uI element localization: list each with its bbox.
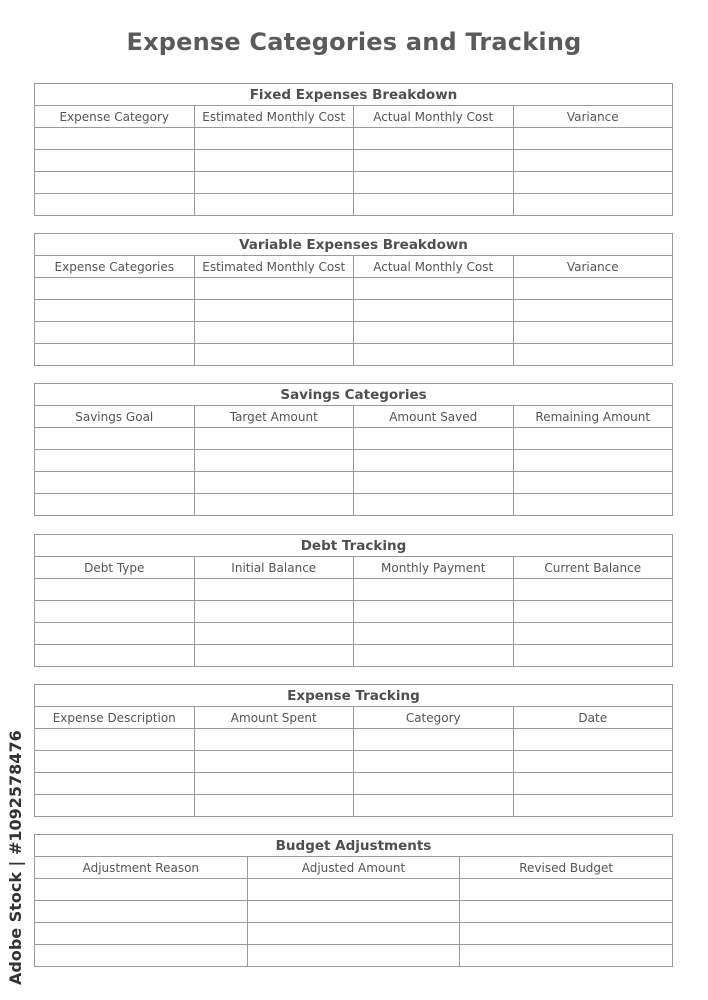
entry-cell[interactable] <box>354 645 514 667</box>
section-table <box>34 383 673 516</box>
section-table <box>34 83 673 216</box>
entry-cell[interactable] <box>247 945 460 967</box>
entry-cell[interactable] <box>513 773 673 795</box>
entry-cell[interactable] <box>513 450 673 472</box>
entry-cell[interactable] <box>194 322 354 344</box>
table-row <box>35 322 673 344</box>
column-header: Date <box>513 707 673 729</box>
entry-cell[interactable] <box>35 645 195 667</box>
entry-cell[interactable] <box>354 751 514 773</box>
table-row <box>35 901 673 923</box>
entry-cell[interactable] <box>35 300 195 322</box>
entry-cell[interactable] <box>194 751 354 773</box>
entry-cell[interactable] <box>513 300 673 322</box>
section-5 <box>34 834 673 967</box>
entry-cell[interactable] <box>194 579 354 601</box>
entry-cell[interactable] <box>194 623 354 645</box>
entry-cell[interactable] <box>194 278 354 300</box>
column-header: Expense Description <box>35 707 195 729</box>
table-row <box>35 428 673 450</box>
entry-cell[interactable] <box>354 150 514 172</box>
section-title: Budget Adjustments <box>35 835 673 857</box>
entry-cell[interactable] <box>35 923 248 945</box>
entry-cell[interactable] <box>513 344 673 366</box>
entry-cell[interactable] <box>354 494 514 516</box>
table-row <box>35 945 673 967</box>
table-row <box>35 623 673 645</box>
column-header: Expense Categories <box>35 256 195 278</box>
table-row <box>35 300 673 322</box>
table-row <box>35 645 673 667</box>
entry-cell[interactable] <box>35 150 195 172</box>
entry-cell[interactable] <box>35 472 195 494</box>
entry-cell[interactable] <box>460 879 673 901</box>
column-header: Estimated Monthly Cost <box>194 106 354 128</box>
column-header: Savings Goal <box>35 406 195 428</box>
section-title: Fixed Expenses Breakdown <box>35 84 673 106</box>
entry-cell[interactable] <box>247 901 460 923</box>
column-header: Initial Balance <box>194 557 354 579</box>
entry-cell[interactable] <box>354 278 514 300</box>
entry-cell[interactable] <box>247 879 460 901</box>
entry-cell[interactable] <box>194 729 354 751</box>
entry-cell[interactable] <box>460 901 673 923</box>
table-row <box>35 278 673 300</box>
entry-cell[interactable] <box>194 472 354 494</box>
entry-cell[interactable] <box>513 128 673 150</box>
entry-cell[interactable] <box>513 494 673 516</box>
column-header: Category <box>354 707 514 729</box>
entry-cell[interactable] <box>194 450 354 472</box>
entry-cell[interactable] <box>35 128 195 150</box>
entry-cell[interactable] <box>460 923 673 945</box>
entry-cell[interactable] <box>513 579 673 601</box>
entry-cell[interactable] <box>194 428 354 450</box>
entry-cell[interactable] <box>35 623 195 645</box>
entry-cell[interactable] <box>35 751 195 773</box>
column-header: Remaining Amount <box>513 406 673 428</box>
entry-cell[interactable] <box>194 194 354 216</box>
column-header: Debt Type <box>35 557 195 579</box>
entry-cell[interactable] <box>354 472 514 494</box>
section-table <box>34 834 673 967</box>
column-header: Amount Spent <box>194 707 354 729</box>
entry-cell[interactable] <box>194 344 354 366</box>
column-header: Variance <box>513 106 673 128</box>
entry-cell[interactable] <box>35 579 195 601</box>
table-row <box>35 472 673 494</box>
entry-cell[interactable] <box>513 428 673 450</box>
entry-cell[interactable] <box>35 945 248 967</box>
entry-cell[interactable] <box>35 172 195 194</box>
entry-cell[interactable] <box>354 128 514 150</box>
entry-cell[interactable] <box>354 773 514 795</box>
entry-cell[interactable] <box>35 795 195 817</box>
entry-cell[interactable] <box>354 623 514 645</box>
entry-cell[interactable] <box>354 172 514 194</box>
entry-cell[interactable] <box>35 344 195 366</box>
entry-cell[interactable] <box>354 322 514 344</box>
entry-cell[interactable] <box>194 601 354 623</box>
entry-cell[interactable] <box>354 428 514 450</box>
table-row <box>35 795 673 817</box>
entry-cell[interactable] <box>194 150 354 172</box>
column-header: Amount Saved <box>354 406 514 428</box>
page-title: Expense Categories and Tracking <box>126 28 582 56</box>
table-row <box>35 923 673 945</box>
entry-cell[interactable] <box>35 729 195 751</box>
table-row <box>35 879 673 901</box>
section-title: Savings Categories <box>35 384 673 406</box>
entry-cell[interactable] <box>35 901 248 923</box>
section-title: Debt Tracking <box>35 535 673 557</box>
section-3 <box>34 534 673 667</box>
entry-cell[interactable] <box>513 645 673 667</box>
entry-cell[interactable] <box>513 172 673 194</box>
entry-cell[interactable] <box>35 601 195 623</box>
entry-cell[interactable] <box>194 494 354 516</box>
entry-cell[interactable] <box>513 472 673 494</box>
column-header: Estimated Monthly Cost <box>194 256 354 278</box>
entry-cell[interactable] <box>247 923 460 945</box>
entry-cell[interactable] <box>513 601 673 623</box>
entry-cell[interactable] <box>35 428 195 450</box>
column-header: Adjusted Amount <box>247 857 460 879</box>
table-row <box>35 150 673 172</box>
entry-cell[interactable] <box>354 601 514 623</box>
table-row <box>35 579 673 601</box>
section-table <box>34 233 673 366</box>
entry-cell[interactable] <box>194 795 354 817</box>
column-header: Expense Category <box>35 106 195 128</box>
entry-cell[interactable] <box>460 945 673 967</box>
entry-cell[interactable] <box>194 128 354 150</box>
table-row <box>35 344 673 366</box>
column-header: Variance <box>513 256 673 278</box>
table-row <box>35 172 673 194</box>
entry-cell[interactable] <box>194 645 354 667</box>
column-header: Monthly Payment <box>354 557 514 579</box>
entry-cell[interactable] <box>513 623 673 645</box>
entry-cell[interactable] <box>194 300 354 322</box>
entry-cell[interactable] <box>194 172 354 194</box>
table-row <box>35 450 673 472</box>
column-header: Target Amount <box>194 406 354 428</box>
entry-cell[interactable] <box>354 450 514 472</box>
entry-cell[interactable] <box>513 751 673 773</box>
section-table <box>34 534 673 667</box>
entry-cell[interactable] <box>354 344 514 366</box>
table-row <box>35 128 673 150</box>
entry-cell[interactable] <box>35 494 195 516</box>
entry-cell[interactable] <box>513 322 673 344</box>
entry-cell[interactable] <box>354 729 514 751</box>
entry-cell[interactable] <box>35 278 195 300</box>
column-header: Current Balance <box>513 557 673 579</box>
entry-cell[interactable] <box>35 450 195 472</box>
entry-cell[interactable] <box>354 579 514 601</box>
column-header: Actual Monthly Cost <box>354 106 514 128</box>
column-header: Revised Budget <box>460 857 673 879</box>
table-row <box>35 601 673 623</box>
table-row <box>35 751 673 773</box>
table-row <box>35 194 673 216</box>
entry-cell[interactable] <box>513 278 673 300</box>
entry-cell[interactable] <box>513 150 673 172</box>
column-header: Adjustment Reason <box>35 857 248 879</box>
entry-cell[interactable] <box>513 795 673 817</box>
entry-cell[interactable] <box>35 322 195 344</box>
entry-cell[interactable] <box>513 729 673 751</box>
stock-id-label: Adobe Stock | #1092578476 <box>6 730 25 985</box>
table-row <box>35 729 673 751</box>
entry-cell[interactable] <box>35 773 195 795</box>
section-0 <box>34 83 673 216</box>
entry-cell[interactable] <box>513 194 673 216</box>
section-1 <box>34 233 673 366</box>
section-title: Variable Expenses Breakdown <box>35 234 673 256</box>
section-title: Expense Tracking <box>35 685 673 707</box>
entry-cell[interactable] <box>354 300 514 322</box>
column-header: Actual Monthly Cost <box>354 256 514 278</box>
entry-cell[interactable] <box>354 194 514 216</box>
section-4 <box>34 684 673 817</box>
entry-cell[interactable] <box>354 795 514 817</box>
section-2 <box>34 383 673 516</box>
table-row <box>35 494 673 516</box>
table-row <box>35 773 673 795</box>
section-table <box>34 684 673 817</box>
entry-cell[interactable] <box>35 879 248 901</box>
entry-cell[interactable] <box>194 773 354 795</box>
entry-cell[interactable] <box>35 194 195 216</box>
